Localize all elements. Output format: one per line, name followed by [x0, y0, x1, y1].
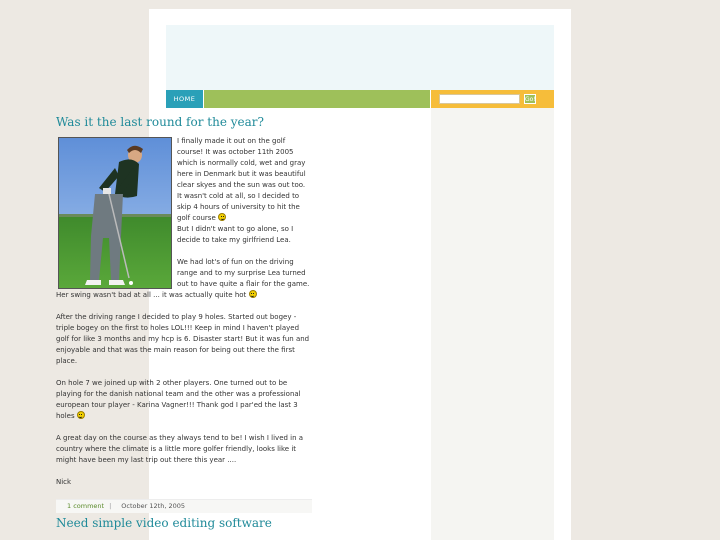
post-meta-bar	[56, 499, 312, 513]
sidebar-column	[431, 108, 554, 540]
post-paragraph: After the driving range I decided to play 9 holes. Started out bogey - triple bogey on the first to holes LOL!!! Keep in mind I haven't played golf for like 3 months and my hcp is 6. Disaster start! But it was fun and enjoyable and that was the main reason for being out there the first place.	[56, 313, 310, 365]
smiley-icon	[249, 290, 257, 298]
post-signature: Nick	[56, 478, 72, 486]
post-date: October 12th, 2005	[121, 502, 185, 510]
search-button[interactable]: Go!	[525, 96, 536, 103]
nav-home-link[interactable]: HOME	[166, 90, 204, 108]
search-input[interactable]	[439, 94, 520, 104]
post-title[interactable]: Need simple video editing software	[56, 516, 272, 530]
navigation-bar	[166, 90, 554, 108]
search-box	[430, 90, 554, 108]
post-body	[56, 136, 312, 488]
meta-separator: |	[109, 502, 112, 510]
post-paragraph: We had lot's of fun on the driving range and to my surprise Lea turned out to have quite a flair for the game. Her swing wasn't bad at all ... it was actually quite hot	[56, 258, 310, 299]
golfer-photo	[58, 137, 172, 289]
post-paragraph: I finally made it out on the golf course! It was october 11th 2005 which is normally cold, wet and gray here in Denmark but it was beautiful clear skyes and the sun was out too. It wasn't cold at all, so I decided to skip 4 hours of university to hit the golf course But I didn't want to go alone, so I decide to take my girlfriend Lea.	[177, 137, 306, 244]
smiley-icon	[218, 213, 226, 221]
comments-link[interactable]: 1 comment	[67, 502, 105, 510]
post-content	[56, 114, 312, 513]
post-title[interactable]: Was it the last round for the year?	[56, 115, 264, 129]
post-paragraph: A great day on the course as they always tend to be! I wish I lived in a country where the climate is a little more golfer friendly, looks like it might have been my last trip out there this year ....	[56, 434, 304, 464]
post-paragraph: On hole 7 we joined up with 2 other players. One turned out to be playing for the danish national team and the other was a professional european tour player - Karina Vagner!!! Thank god I par'ed the last 3 holes	[56, 379, 301, 420]
smiley-icon	[77, 411, 85, 419]
header-banner	[166, 25, 554, 90]
